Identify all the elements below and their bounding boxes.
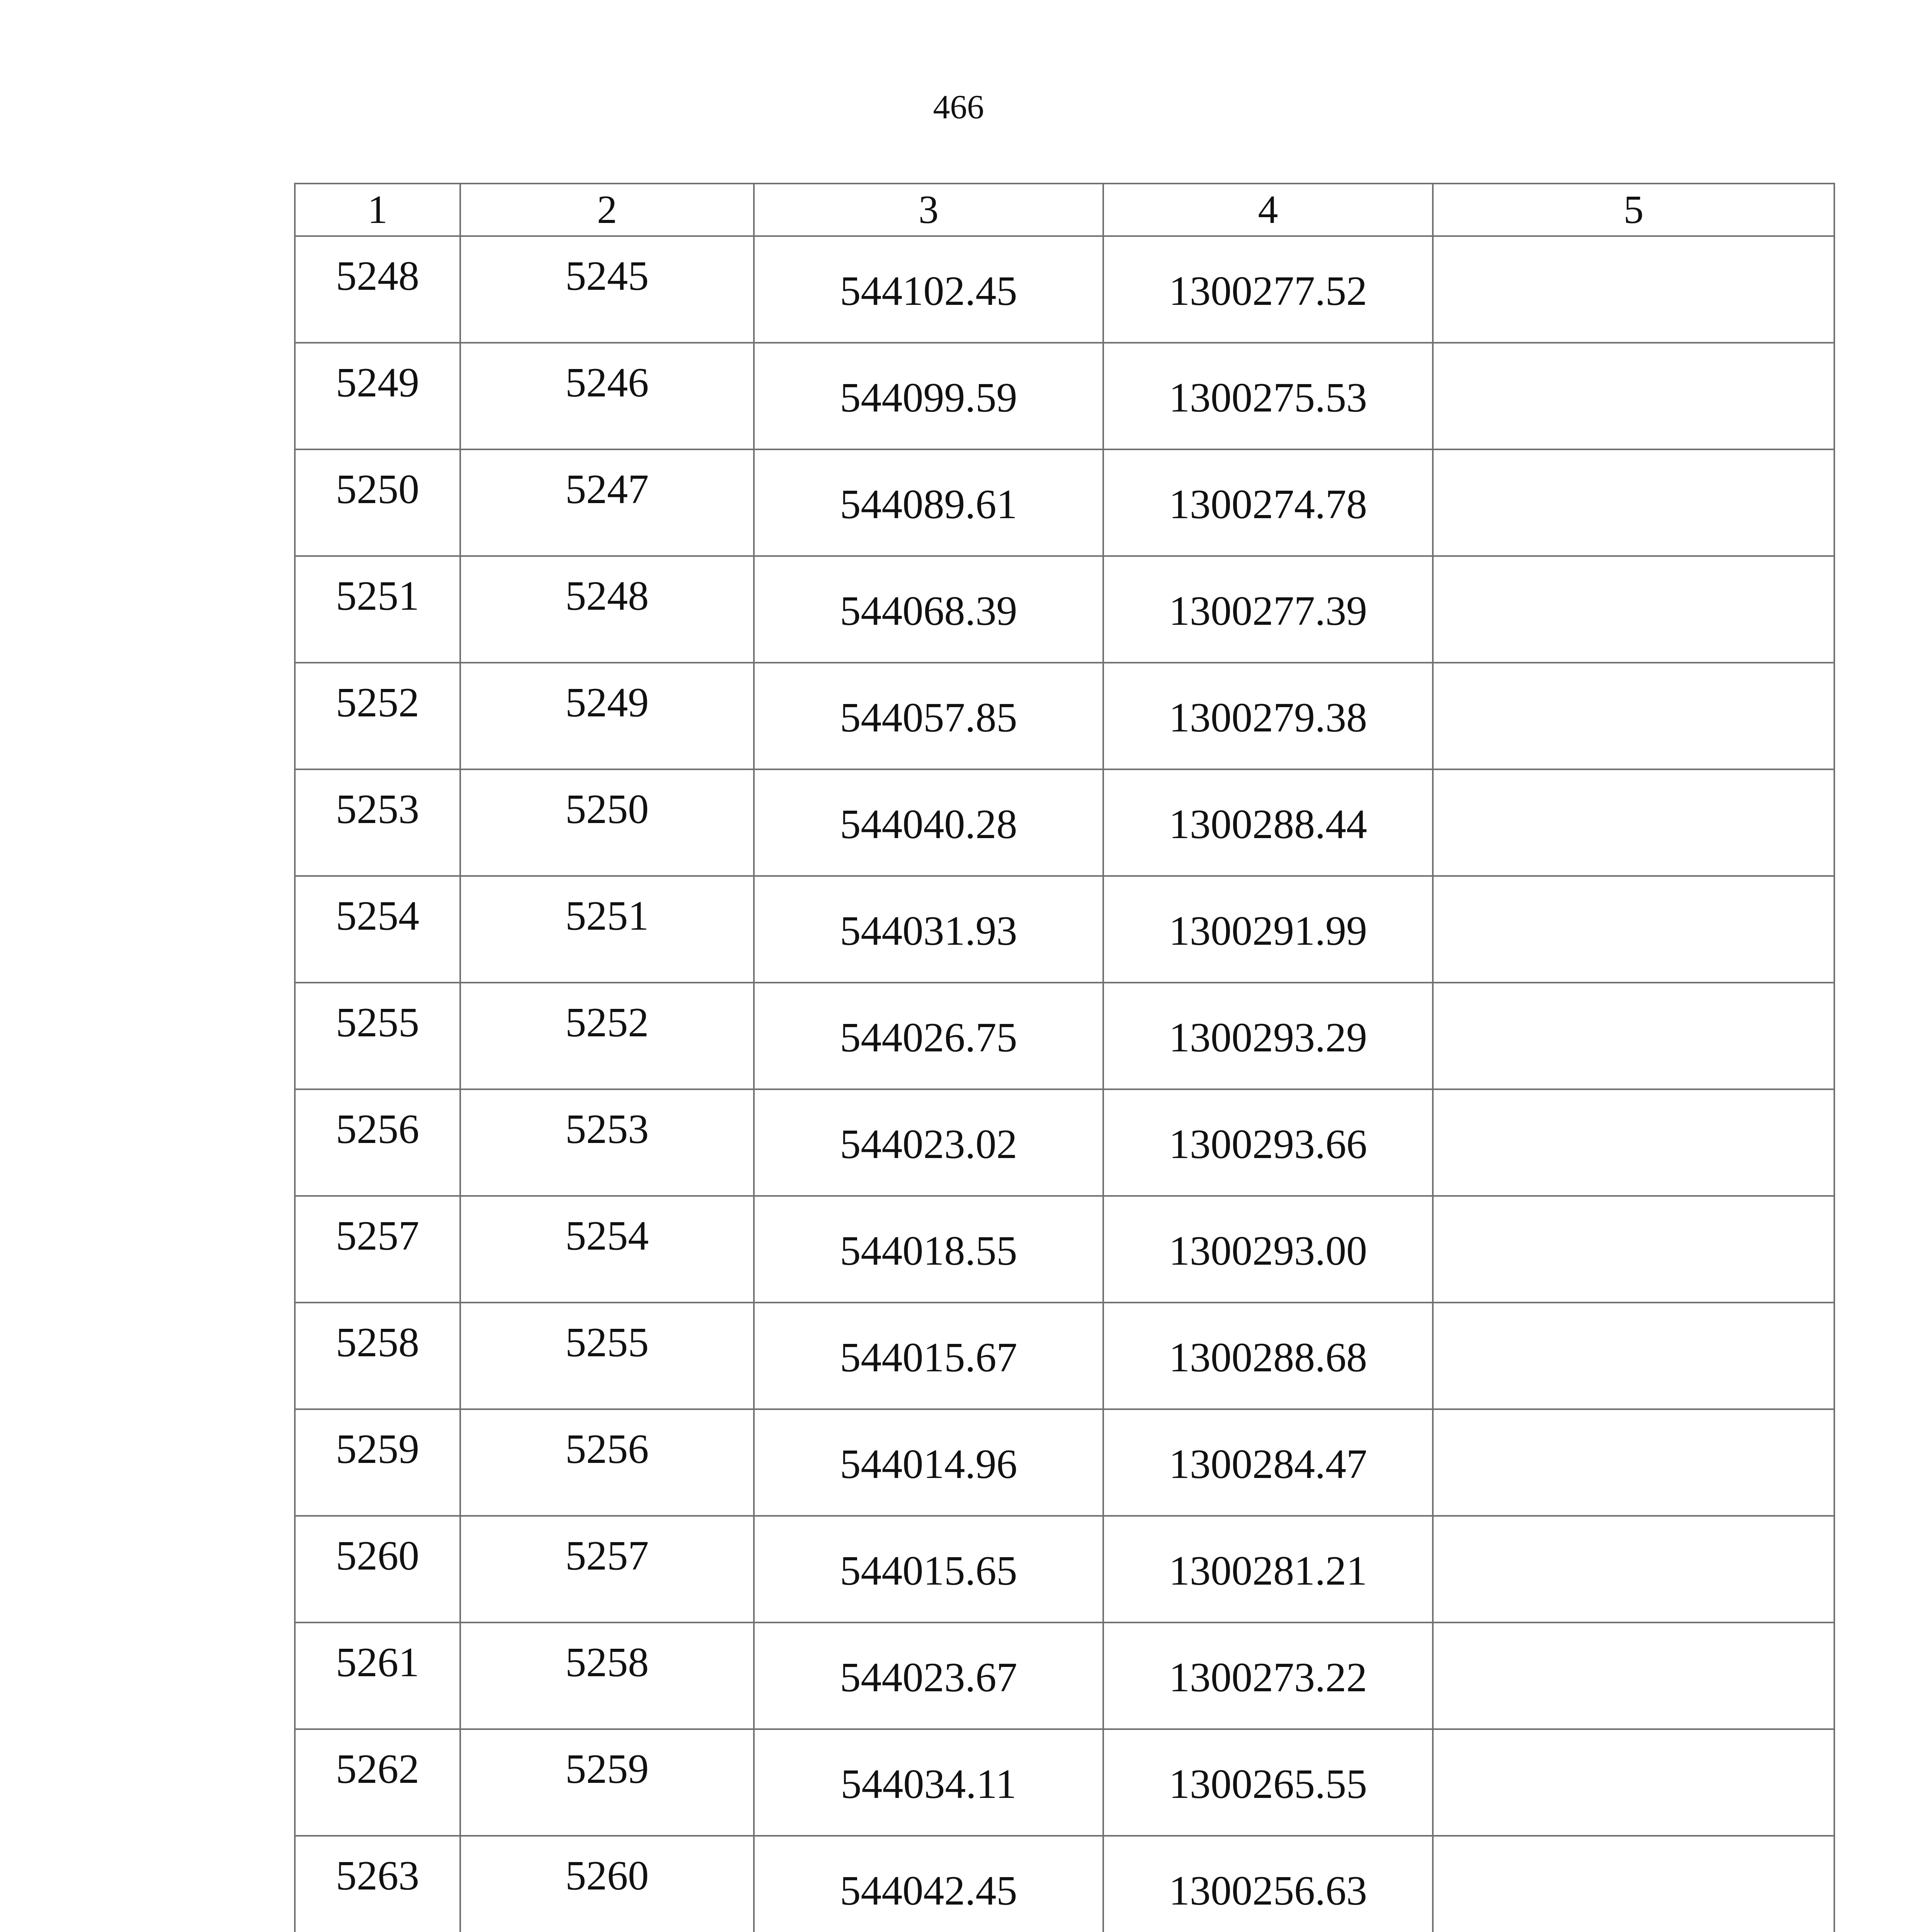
table-cell: 5248 [295,236,460,343]
table-row [295,556,1834,663]
table-cell: 5250 [460,769,754,876]
table-cell: 544040.28 [754,769,1103,876]
table-cell: 5256 [295,1089,460,1196]
table-cell: 1300256.63 [1103,1836,1433,1932]
table-cell: 544089.61 [754,449,1103,556]
table-cell: 544031.93 [754,876,1103,983]
table-cell: 1300293.00 [1103,1196,1433,1303]
column-header: 4 [1103,184,1433,236]
table-row [295,343,1834,449]
table-cell: 5252 [295,663,460,769]
table-cell [1433,983,1834,1089]
table-cell: 5260 [460,1836,754,1932]
table-cell: 5256 [460,1409,754,1516]
table-cell [1433,1089,1834,1196]
table-cell: 1300277.39 [1103,556,1433,663]
table-cell: 5263 [295,1836,460,1932]
column-header: 1 [295,184,460,236]
table-row [295,1836,1834,1932]
table-cell: 1300275.53 [1103,343,1433,449]
table-cell [1433,1196,1834,1303]
table-cell [1433,343,1834,449]
table-cell: 5254 [295,876,460,983]
table-cell: 5248 [460,556,754,663]
table-cell: 5255 [295,983,460,1089]
table-row [295,983,1834,1089]
table-cell [1433,556,1834,663]
table-row [295,1089,1834,1196]
table-cell: 5246 [460,343,754,449]
table-body [295,236,1834,1932]
table-cell: 5258 [460,1622,754,1729]
table-cell [1433,663,1834,769]
table-cell: 5251 [460,876,754,983]
table-row [295,1622,1834,1729]
table-cell: 1300279.38 [1103,663,1433,769]
table-cell: 5259 [295,1409,460,1516]
table-cell [1433,236,1834,343]
table-cell: 5245 [460,236,754,343]
table-cell [1433,449,1834,556]
table-cell: 544015.67 [754,1303,1103,1409]
table-cell: 5260 [295,1516,460,1622]
table-cell: 1300288.44 [1103,769,1433,876]
table-cell: 5258 [295,1303,460,1409]
table-cell: 5249 [460,663,754,769]
table-cell [1433,1303,1834,1409]
coordinates-table [294,183,1835,1932]
table-cell: 5259 [460,1729,754,1836]
table-row [295,1303,1834,1409]
table-cell: 1300273.22 [1103,1622,1433,1729]
table-row [295,1729,1834,1836]
column-header: 3 [754,184,1103,236]
table-row [295,876,1834,983]
table-cell: 544018.55 [754,1196,1103,1303]
table-cell: 544057.85 [754,663,1103,769]
table-cell: 1300265.55 [1103,1729,1433,1836]
table-cell: 5251 [295,556,460,663]
table-cell [1433,1622,1834,1729]
table-cell: 5262 [295,1729,460,1836]
table-cell: 544034.11 [754,1729,1103,1836]
table-cell: 544026.75 [754,983,1103,1089]
table-row [295,449,1834,556]
table-cell: 544015.65 [754,1516,1103,1622]
table-cell: 544014.96 [754,1409,1103,1516]
table-cell [1433,1409,1834,1516]
table-cell: 5254 [460,1196,754,1303]
table-cell: 1300288.68 [1103,1303,1433,1409]
table-cell [1433,1836,1834,1932]
table-cell: 544099.59 [754,343,1103,449]
table-cell: 1300281.21 [1103,1516,1433,1622]
table-cell: 5257 [460,1516,754,1622]
table-cell [1433,769,1834,876]
column-header: 2 [460,184,754,236]
table-row [295,769,1834,876]
table-cell: 1300284.47 [1103,1409,1433,1516]
table-cell: 1300293.66 [1103,1089,1433,1196]
table-cell [1433,1729,1834,1836]
table-cell: 5247 [460,449,754,556]
table-cell: 1300293.29 [1103,983,1433,1089]
column-header: 5 [1433,184,1834,236]
table-cell: 5253 [295,769,460,876]
table-cell: 544102.45 [754,236,1103,343]
table-row [295,236,1834,343]
table-cell: 5255 [460,1303,754,1409]
table-cell: 544023.67 [754,1622,1103,1729]
table-cell [1433,1516,1834,1622]
table-cell: 5252 [460,983,754,1089]
table-cell: 5261 [295,1622,460,1729]
table-cell: 1300277.52 [1103,236,1433,343]
table-row [295,1409,1834,1516]
table-cell: 5257 [295,1196,460,1303]
table-header-row [295,184,1834,236]
table-cell: 5253 [460,1089,754,1196]
table-cell: 544042.45 [754,1836,1103,1932]
table-cell: 544068.39 [754,556,1103,663]
page-number: 466 [933,88,984,126]
table-cell: 1300291.99 [1103,876,1433,983]
table-cell: 544023.02 [754,1089,1103,1196]
table-row [295,1196,1834,1303]
table-cell: 1300274.78 [1103,449,1433,556]
table-row [295,1516,1834,1622]
table-row [295,663,1834,769]
table-cell [1433,876,1834,983]
table-cell: 5249 [295,343,460,449]
table-cell: 5250 [295,449,460,556]
